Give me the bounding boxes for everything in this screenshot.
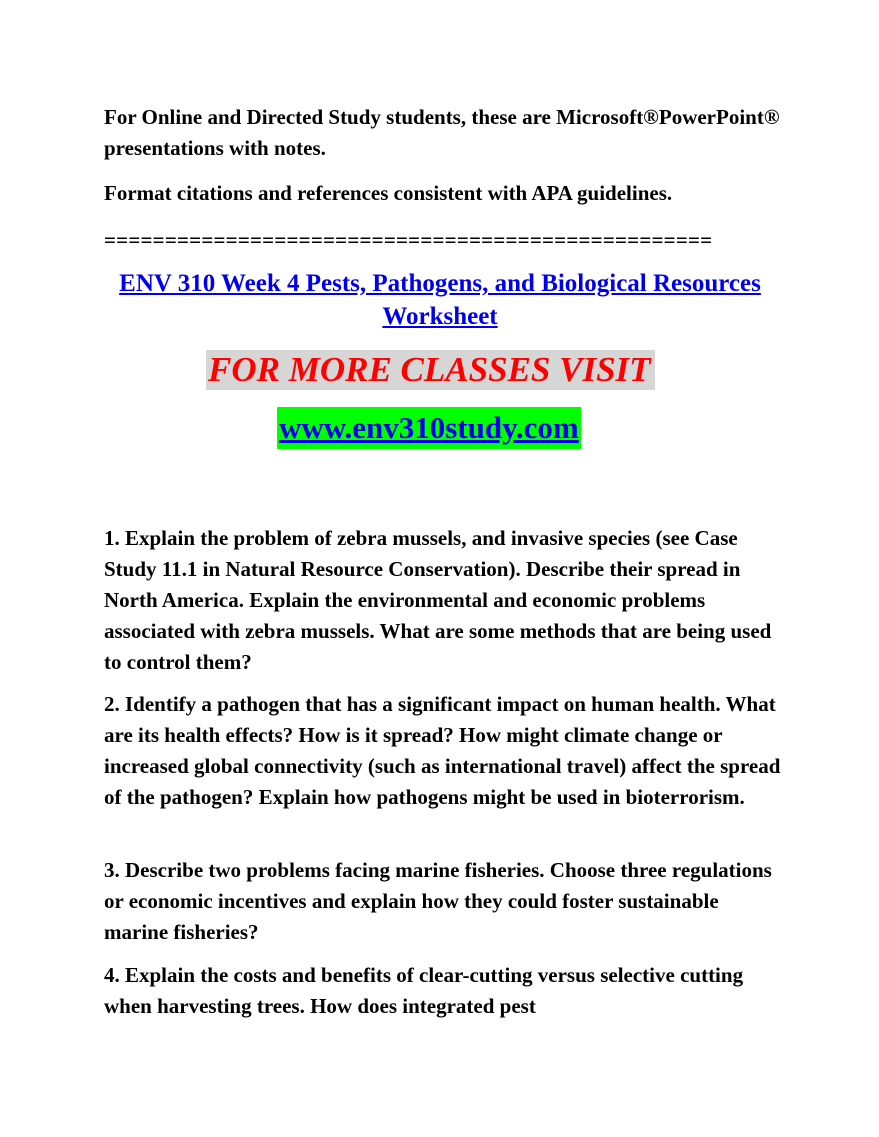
question-1: 1. Explain the problem of zebra mussels, and invasive species (see Case Study 11.1 in Natural Resource Conservation). Describe their spread in North America. Explain the environmental and economic problems associated with zebra mussels. What are some methods that are being used to control them? (104, 526, 772, 674)
question-4: 4. Explain the costs and benefits of clear-cutting versus selective cutting when harvesting trees. How does integrated pest (104, 963, 744, 1018)
website-link[interactable]: www.env310study.com (277, 407, 581, 449)
question-3: 3. Describe two problems facing marine fisheries. Choose three regulations or economic incentives and explain how they could foster sustainable marine fisheries? (104, 858, 772, 944)
intro-paragraph-presentations: For Online and Directed Study students, these are Microsoft®PowerPoint® presentations with notes. (104, 105, 780, 160)
intro-paragraph-apa: Format citations and references consistent with APA guidelines. (104, 181, 673, 205)
worksheet-title-link[interactable]: ENV 310 Week 4 Pests, Pathogens, and Biological Resources Worksheet (119, 270, 761, 330)
separator-line: ================================================== (104, 228, 713, 252)
question-2: 2. Identify a pathogen that has a significant impact on human health. What are its health effects? How is it spread? How might climate change or increased global connectivity (such as international travel) affect the spread of the pathogen? Explain how pathogens might be used in bioterrorism. (104, 692, 781, 809)
promo-banner: FOR MORE CLASSES VISIT (206, 350, 655, 390)
